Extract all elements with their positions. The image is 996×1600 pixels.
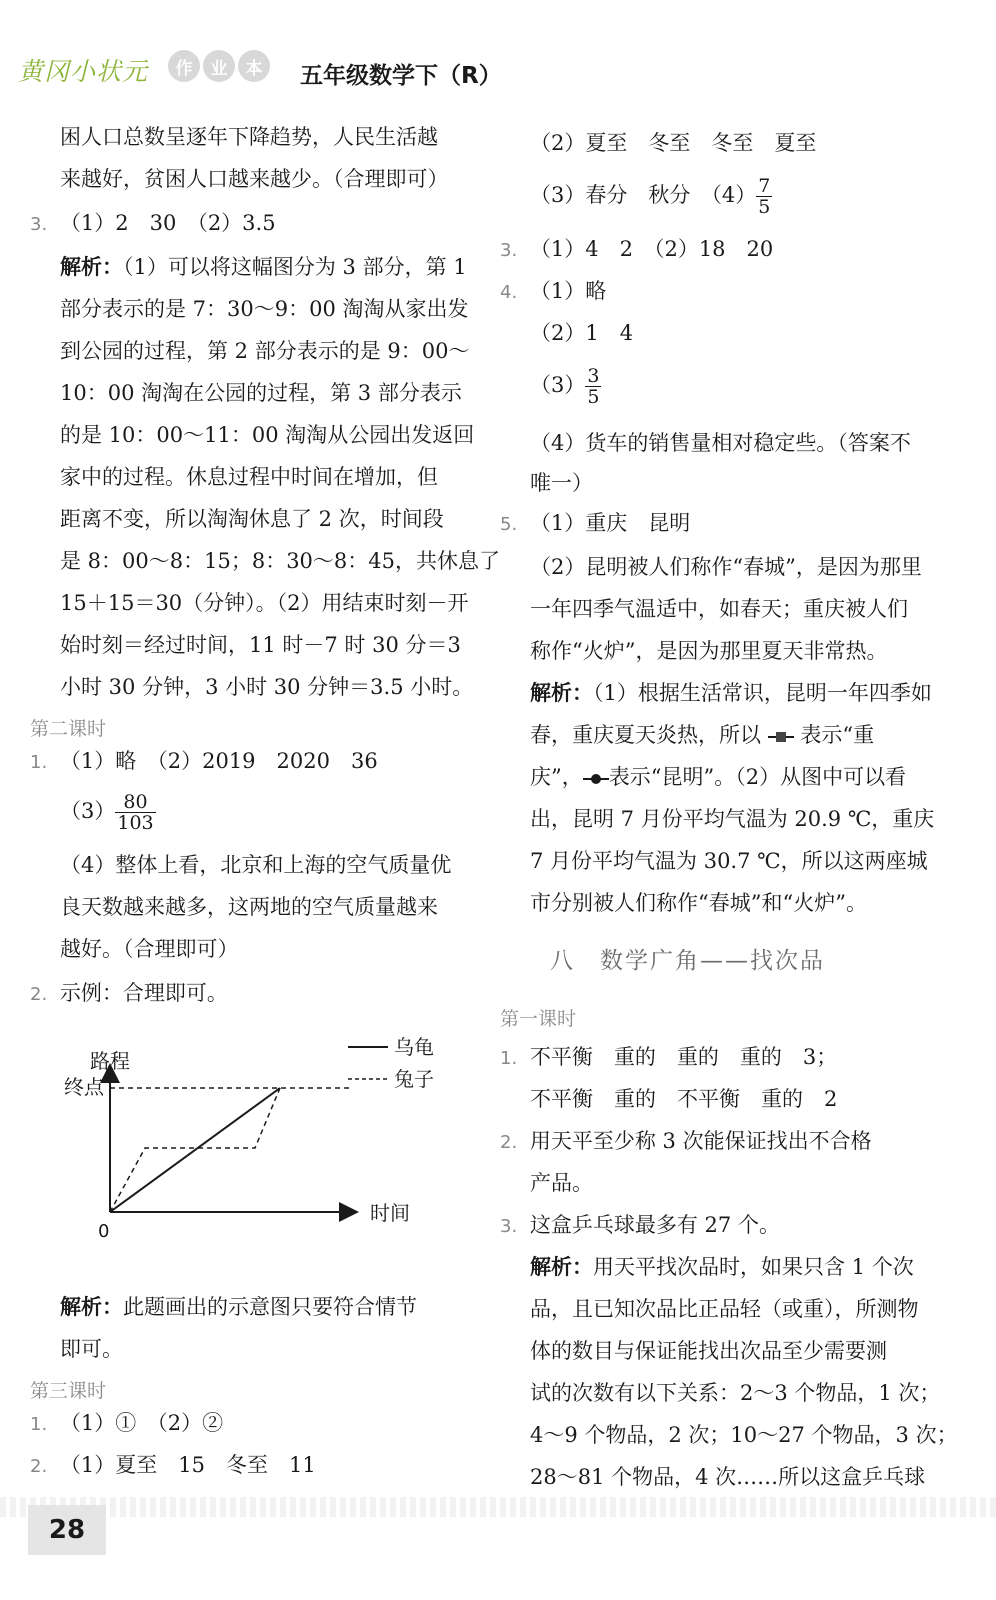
fraction <box>756 176 772 217</box>
analysis-label: 解析： <box>60 255 123 279</box>
question-number: 2. <box>30 984 48 1005</box>
text-segment: 庆”， <box>530 765 583 789</box>
fraction <box>115 792 155 833</box>
answer: （1）重庆 昆明 <box>529 511 691 535</box>
answer-fraction-line <box>60 792 156 833</box>
answer: （1）4 2 （2）18 20 <box>529 237 774 261</box>
section-title: 第一课时 <box>500 1008 577 1030</box>
text-line: 10：00 淘淘在公园的过程，第 3 部分表示 <box>60 381 462 405</box>
denominator: 5 <box>758 196 771 218</box>
legend-turtle-label: 乌龟 <box>394 1035 434 1059</box>
text-line <box>530 720 874 750</box>
question-number: 1. <box>30 1414 48 1435</box>
text-line <box>530 762 906 792</box>
text-line: 是 8：00～8：15；8：30～8：45，共休息了 <box>60 549 501 573</box>
text-line: （2）昆明被人们称作“春城”，是因为那里 <box>530 555 922 579</box>
text-line: 部分表示的是 7：30～9：00 淘淘从家出发 <box>60 297 469 321</box>
x-axis-label: 时间 <box>370 1201 410 1225</box>
question-number: 3. <box>500 240 518 261</box>
text-line: 距离不变，所以淘淘休息了 2 次，时间段 <box>60 507 444 531</box>
answer-label: （3） <box>530 373 586 397</box>
answer: 用天平至少称 3 次能保证找出不合格 <box>529 1129 872 1153</box>
analysis-label: 解析： <box>60 1295 123 1319</box>
question-number: 4. <box>500 282 518 303</box>
series-badges <box>168 50 270 82</box>
text-line: 到公园的过程，第 2 部分表示的是 9：00～ <box>60 339 470 363</box>
analysis-text: （1）可以将这幅图分为 3 部分，第 1 <box>123 255 467 279</box>
analysis-line <box>530 678 932 708</box>
text-line: 出，昆明 7 月份平均气温为 20.9 ℃，重庆 <box>530 807 935 831</box>
numerator: 80 <box>115 792 155 813</box>
question-3 <box>30 208 276 240</box>
text-line: （2）1 4 <box>530 321 634 345</box>
badge: 作 <box>168 50 200 82</box>
text-line: 小时 30 分钟，3 小时 30 分钟＝3.5 小时。 <box>60 675 474 699</box>
question-number: 3. <box>500 1216 518 1237</box>
square-marker-line-icon <box>768 736 794 738</box>
circle-marker-line-icon <box>583 778 609 780</box>
analysis-line <box>530 1252 914 1282</box>
denominator: 103 <box>117 812 154 834</box>
text-line: 良天数越来越多，这两地的空气质量越来 <box>60 895 438 919</box>
distance-time-graph <box>30 1022 480 1262</box>
legend-rabbit-label: 兔子 <box>394 1067 434 1091</box>
text-line: 的是 10：00～11：00 淘淘从公园出发返回 <box>60 423 475 447</box>
text-line: 产品。 <box>530 1171 593 1195</box>
text-segment: 春，重庆夏天炎热，所以 <box>530 723 761 747</box>
answer: （1）略 （2）2019 2020 36 <box>59 749 378 773</box>
answer-fraction-line <box>530 366 601 407</box>
text-segment: 表示“昆明”。（2）从图中可以看 <box>608 765 907 789</box>
text-line: （4）整体上看，北京和上海的空气质量优 <box>60 853 452 877</box>
analysis-text: 用天平找次品时，如果只含 1 个次 <box>593 1255 914 1279</box>
y-axis-label: 路程 <box>90 1049 130 1073</box>
answer-label: （3）春分 秋分 （4） <box>530 183 757 207</box>
answer-label: （3） <box>60 799 116 823</box>
question-number: 2. <box>500 1132 518 1153</box>
question-3 <box>500 234 773 266</box>
analysis-text: （1）根据生活常识，昆明一年四季如 <box>593 681 932 705</box>
text-segment: 表示“重 <box>800 723 875 747</box>
badge: 业 <box>203 50 235 82</box>
question-number: 1. <box>500 1048 518 1069</box>
section-title: 第三课时 <box>30 1380 107 1402</box>
finish-label: 终点 <box>64 1075 104 1099</box>
turtle-path <box>110 1088 280 1212</box>
text-line: 越好。（合理即可） <box>60 937 239 961</box>
brand-logo: 黄冈小状元 <box>18 57 149 86</box>
chapter-title: 八 数学广角——找次品 <box>550 948 825 974</box>
text-line: 28～81 个物品，4 次……所以这盒乒乓球 <box>530 1465 926 1489</box>
question-2 <box>30 978 228 1010</box>
question-3 <box>500 1210 780 1242</box>
origin-label: 0 <box>98 1221 110 1242</box>
question-number: 3. <box>30 214 48 235</box>
text-line: 始时刻＝经过时间，11 时－7 时 30 分＝3 <box>60 633 461 657</box>
text-line: 一年四季气温适中，如春天；重庆被人们 <box>530 597 908 621</box>
text-line: （4）货车的销售量相对稳定些。（答案不 <box>530 431 911 455</box>
answer: （1）2 30 （2）3.5 <box>59 211 276 235</box>
answer: （1）夏至 15 冬至 11 <box>59 1453 316 1477</box>
text-line: 不平衡 重的 不平衡 重的 2 <box>530 1087 838 1111</box>
question-number: 1. <box>30 752 48 773</box>
text-line: 15＋15＝30（分钟）。（2）用结束时刻－开 <box>60 591 469 615</box>
badge: 本 <box>238 50 270 82</box>
text-line: 7 月份平均气温为 30.7 ℃，所以这两座城 <box>530 849 928 873</box>
answer: 这盒乒乓球最多有 27 个。 <box>529 1213 780 1237</box>
text-line: 称作“火炉”，是因为那里夏天非常热。 <box>530 639 888 663</box>
page-number: 28 <box>28 1505 106 1555</box>
question-1 <box>500 1042 837 1074</box>
footer-band <box>0 1497 996 1517</box>
text-line: 品，且已知次品比正品轻（或重），所测物 <box>530 1297 919 1321</box>
question-number: 2. <box>30 1456 48 1477</box>
analysis-text: 此题画出的示意图只要符合情节 <box>123 1295 417 1319</box>
text-line: 困人口总数呈逐年下降趋势，人民生活越 <box>60 125 438 149</box>
question-2 <box>30 1450 316 1482</box>
question-number: 5. <box>500 514 518 535</box>
book-title: 五年级数学下（R） <box>300 63 502 89</box>
text-line: 来越好，贫困人口越来越少。（合理即可） <box>60 167 449 191</box>
text-line: （2）夏至 冬至 冬至 夏至 <box>530 131 817 155</box>
text-line: 即可。 <box>60 1337 123 1361</box>
question-1 <box>30 746 378 778</box>
numerator: 7 <box>758 175 771 197</box>
fraction <box>585 366 601 407</box>
analysis-line <box>60 1292 417 1322</box>
question-5 <box>500 508 690 540</box>
analysis-label: 解析： <box>530 681 593 705</box>
text-line: 4～9 个物品，2 次；10～27 个物品，3 次； <box>530 1423 958 1447</box>
question-2 <box>500 1126 872 1158</box>
page-footer <box>0 1485 996 1600</box>
analysis-label: 解析： <box>530 1255 593 1279</box>
answer-fraction-line <box>530 176 772 217</box>
text-line: 家中的过程。休息过程中时间在增加，但 <box>60 465 438 489</box>
answer: （1）① （2）② <box>59 1411 224 1435</box>
answer: 不平衡 重的 重的 重的 3； <box>529 1045 838 1069</box>
numerator: 3 <box>587 365 600 387</box>
text-line: 体的数目与保证能找出次品至少需要测 <box>530 1339 887 1363</box>
answer: （1）略 <box>529 279 607 303</box>
analysis-line <box>60 252 467 282</box>
page-header <box>0 0 996 110</box>
section-title: 第二课时 <box>30 718 107 740</box>
text-line: 试的次数有以下关系：2～3 个物品，1 次； <box>530 1381 941 1405</box>
answer: 示例：合理即可。 <box>59 981 228 1005</box>
text-line: 唯一） <box>530 471 593 495</box>
question-1 <box>30 1408 223 1440</box>
denominator: 5 <box>587 386 600 408</box>
question-4 <box>500 276 606 308</box>
text-line: 市分别被人们称作“春城”和“火炉”。 <box>530 891 867 915</box>
